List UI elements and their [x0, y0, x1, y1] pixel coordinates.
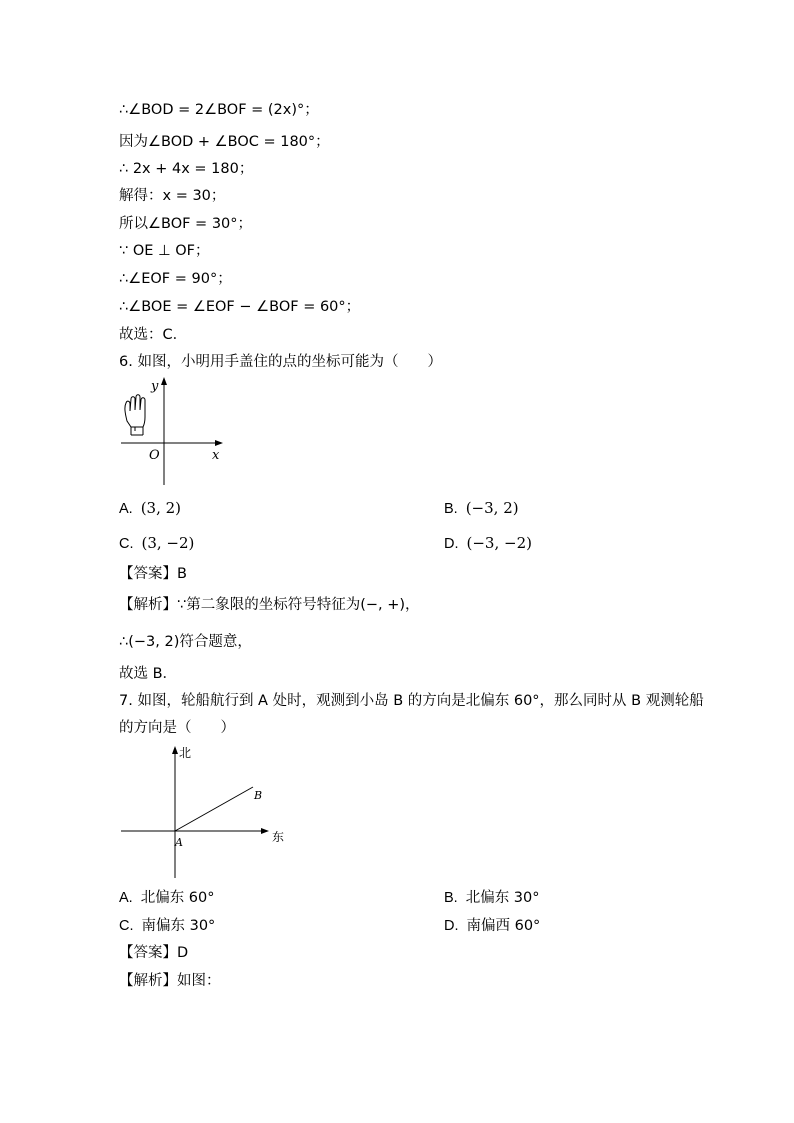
- east-label: 东: [272, 830, 285, 844]
- north-label: 北: [179, 746, 192, 760]
- option-value: 北偏东 60°: [140, 890, 215, 906]
- option-value: (3, −2): [141, 534, 195, 552]
- point-a-label: A: [175, 836, 183, 849]
- q6-analysis-line: 【解析】∵第二象限的坐标符号特征为(−, +)，: [119, 597, 420, 613]
- option-value: (−3, −2): [466, 534, 532, 552]
- solution-line: 所以∠BOF = 30°；: [119, 216, 253, 232]
- solution-line: ∴ 2x + 4x = 180；: [119, 161, 254, 177]
- option-label: C.: [119, 536, 134, 552]
- y-axis-label: y: [151, 379, 159, 394]
- option-value: (−3, 2): [465, 499, 519, 517]
- q6-answer: 【答案】B: [119, 566, 187, 582]
- option-label: B.: [444, 890, 458, 906]
- solution-line: 故选：C．: [119, 327, 188, 343]
- option-value: 南偏西 60°: [466, 918, 541, 934]
- q7-option-c: [119, 916, 215, 936]
- q7-analysis: 【解析】如图：: [119, 973, 221, 989]
- north-arrow: [172, 746, 178, 754]
- q7-direction-figure: [118, 742, 293, 882]
- y-axis-arrow: [161, 377, 167, 385]
- question-6-stem: 6. 如图，小明用手盖住的点的坐标可能为（ ）: [119, 354, 442, 370]
- q7-option-b: [444, 888, 540, 908]
- option-label: A.: [119, 890, 133, 906]
- q6-option-a: [119, 498, 181, 519]
- point-b-label: B: [254, 789, 263, 802]
- x-axis-label: x: [212, 448, 220, 463]
- q7-option-a: [119, 888, 215, 908]
- solution-line: ∴∠EOF = 90°；: [119, 271, 232, 287]
- solution-line: ∴∠BOD = 2∠BOF = (2x)°；: [119, 102, 319, 118]
- east-arrow: [261, 828, 269, 834]
- q6-analysis-line: 故选 B．: [119, 666, 178, 682]
- option-label: C.: [119, 918, 134, 934]
- option-label: B.: [444, 501, 458, 517]
- question-7-stem-line: 7. 如图，轮船航行到 A 处时，观测到小岛 B 的方向是北偏东 60°，那么同时从 B 观测轮船: [119, 693, 704, 709]
- question-7-stem-line: 的方向是（ ）: [119, 720, 235, 736]
- option-label: D.: [444, 918, 459, 934]
- origin-label: O: [149, 448, 160, 463]
- hand-icon: [125, 395, 145, 435]
- option-label: A.: [119, 501, 133, 517]
- x-axis-arrow: [215, 440, 223, 446]
- option-value: 南偏东 30°: [141, 918, 216, 934]
- solution-line: ∵ OE ⊥ OF；: [119, 243, 210, 259]
- q7-answer: 【答案】D: [119, 945, 189, 961]
- q6-option-c: [119, 533, 194, 554]
- option-value: (3, 2): [140, 499, 182, 517]
- ray-ab: [175, 787, 253, 831]
- solution-line: ∴∠BOE = ∠EOF − ∠BOF = 60°；: [119, 299, 361, 315]
- q6-coordinate-figure: [115, 375, 230, 490]
- q6-option-b: [444, 498, 519, 519]
- option-label: D.: [444, 536, 459, 552]
- q6-option-d: [444, 533, 532, 554]
- q6-analysis-line: ∴(−3, 2)符合题意，: [119, 634, 252, 650]
- solution-line: 解得：x = 30；: [119, 188, 226, 204]
- solution-line: 因为∠BOD + ∠BOC = 180°；: [119, 134, 330, 150]
- q7-option-d: [444, 916, 540, 936]
- option-value: 北偏东 30°: [465, 890, 540, 906]
